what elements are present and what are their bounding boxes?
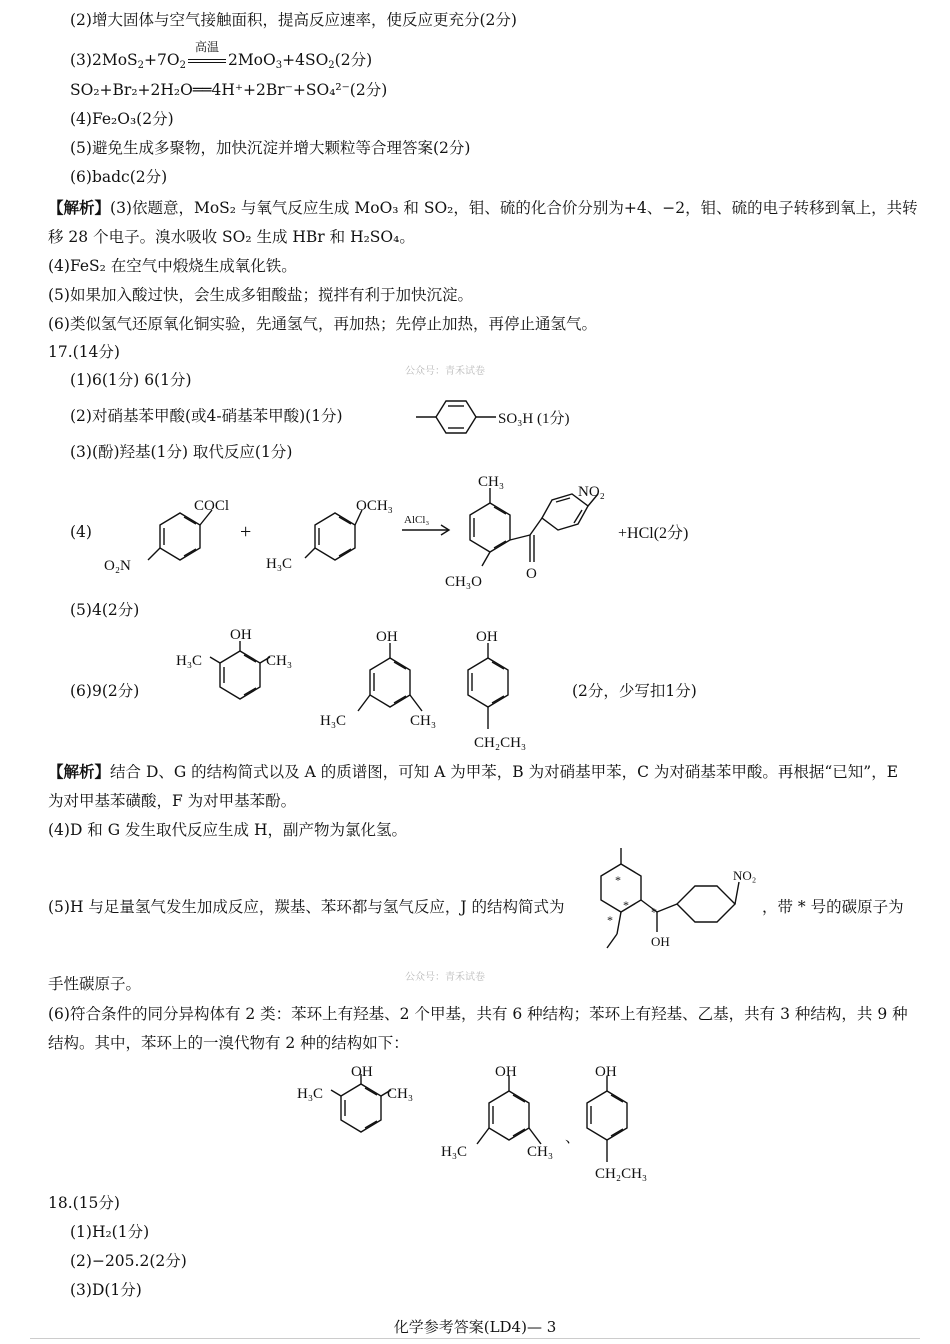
analysis-17-line-5: 手性碳原子。 bbox=[48, 975, 142, 993]
analysis-17-line-4: (5)H 与足量氢气发生加成反应，羰基、苯环都与氢气反应，J 的结构简式为 bbox=[48, 898, 565, 916]
analysis-16-line-4: (5)如果加入酸过快，会生成多钼酸盐；搅拌有利于加快沉淀。 bbox=[48, 286, 473, 304]
answer-17-6-structures bbox=[170, 625, 560, 755]
analysis-16-line-1: 【解析】(3)依题意，MoS₂ 与氧气反应生成 MoO₃ 和 SO₂，钼、硫的化合价分别为+4、−2，钼、硫的电子转移到氧上，共转 bbox=[48, 198, 918, 217]
svg-text:*: * bbox=[615, 873, 621, 887]
analysis-17-line-7: 结构。其中，苯环上的一溴代物有 2 种的结构如下： bbox=[48, 1034, 409, 1052]
answer-17-4-label: (4) bbox=[70, 523, 92, 541]
analysis-16-line-2: 移 28 个电子。溴水吸收 SO₂ 生成 HBr 和 H₂SO₄。 bbox=[48, 228, 415, 246]
svg-text:CH₃: CH₃ bbox=[410, 713, 437, 729]
compound-j-structure bbox=[585, 842, 775, 972]
svg-text:CH₃: CH₃ bbox=[387, 1086, 414, 1102]
svg-text:*: * bbox=[607, 913, 613, 927]
analysis-17-line-2: 为对甲基苯磺酸，F 为对甲基苯酚。 bbox=[48, 792, 297, 810]
svg-text:NO₂: NO₂ bbox=[733, 868, 757, 883]
equals-arrow bbox=[188, 59, 226, 63]
svg-text:CH₃: CH₃ bbox=[266, 653, 293, 669]
answer-17-1: (1)6(1分) 6(1分) bbox=[70, 371, 192, 389]
answer-17-5: (5)4(2分) bbox=[70, 601, 140, 619]
answer-18-1: (1)H₂(1分) bbox=[70, 1223, 150, 1241]
analysis-17-line-6: (6)符合条件的同分异构体有 2 类：苯环上有羟基、2 个甲基，共有 6 种结构；苯环上有羟基、乙基，共有 3 种结构，共 9 种 bbox=[48, 1005, 908, 1023]
analysis-17-line-4-tail: ，带 * 号的碳原子为 bbox=[762, 898, 904, 916]
svg-text:+: + bbox=[240, 521, 252, 543]
answer-16-3-equation-1: $(3)2MoS_2+7O_2$ 高温 $2MoO_3+4SO_2(2$分) bbox=[70, 50, 372, 76]
svg-text:OH: OH bbox=[651, 934, 670, 949]
answer-18-3: (3)D(1分) bbox=[70, 1281, 142, 1299]
svg-text:H₃C: H₃C bbox=[320, 713, 347, 729]
svg-text:CH₃: CH₃ bbox=[527, 1144, 554, 1160]
svg-text:OH: OH bbox=[376, 629, 398, 645]
svg-text:AlCl₃: AlCl₃ bbox=[404, 514, 430, 526]
svg-text:CH₂CH₃: CH₂CH₃ bbox=[474, 735, 527, 751]
analysis-17-structures bbox=[295, 1058, 675, 1188]
svg-text:、: 、 bbox=[565, 1130, 581, 1146]
analysis-16-line-3: (4)FeS₂ 在空气中煅烧生成氧化铁。 bbox=[48, 257, 297, 275]
answer-16-4: (4)Fe₂O₃(2分) bbox=[70, 110, 174, 128]
svg-text:H₃C: H₃C bbox=[266, 556, 293, 572]
svg-text:CH₂CH₃: CH₂CH₃ bbox=[595, 1166, 648, 1182]
question-17-header: 17.(14分) bbox=[48, 343, 120, 361]
svg-text:CH₃O: CH₃O bbox=[445, 574, 482, 590]
answer-18-2: (2)−205.2(2分) bbox=[70, 1252, 187, 1270]
watermark: 公众号：青禾试卷 bbox=[405, 366, 485, 377]
svg-text:OH: OH bbox=[230, 627, 252, 643]
analysis-17-line-3: (4)D 和 G 发生取代反应生成 H，副产物为氯化氢。 bbox=[48, 821, 407, 839]
svg-text:OCH₃: OCH₃ bbox=[356, 498, 393, 514]
answer-16-3-equation-2: SO₂+Br₂+2H₂O══4H⁺+2Br⁻+SO₄²⁻(2分) bbox=[70, 81, 388, 99]
question-18-header: 18.(15分) bbox=[48, 1194, 120, 1212]
answer-16-2: (2)增大固体与空气接触面积，提高反应速率，使反应更充分(2分) bbox=[70, 11, 517, 29]
svg-text:OH: OH bbox=[476, 629, 498, 645]
footer-divider bbox=[30, 1338, 920, 1339]
svg-text:CH₃: CH₃ bbox=[478, 474, 505, 490]
svg-text:*: * bbox=[651, 905, 657, 919]
svg-text:+HCl(2分): +HCl(2分) bbox=[618, 525, 689, 542]
answer-16-6: (6)badc(2分) bbox=[70, 168, 168, 186]
svg-text:COCl: COCl bbox=[194, 498, 230, 514]
svg-text:SO₃H (1分): SO₃H (1分) bbox=[498, 411, 570, 427]
svg-text:*: * bbox=[623, 898, 629, 912]
svg-text:OH: OH bbox=[351, 1064, 373, 1080]
answer-17-3: (3)(酚)羟基(1分) 取代反应(1分) bbox=[70, 443, 293, 461]
svg-text:OH: OH bbox=[595, 1064, 617, 1080]
answer-16-5: (5)避免生成多聚物，加快沉淀并增大颗粒等合理答案(2分) bbox=[70, 139, 471, 157]
svg-text:H₃C: H₃C bbox=[297, 1086, 324, 1102]
reaction-17-4-scheme bbox=[100, 470, 720, 595]
svg-text:O₂N: O₂N bbox=[104, 558, 131, 574]
svg-text:NO₂: NO₂ bbox=[578, 484, 605, 500]
svg-text:H₃C: H₃C bbox=[441, 1144, 468, 1160]
answer-17-2: (2)对硝基苯甲酸(或4-硝基苯甲酸)(1分) bbox=[70, 407, 343, 425]
svg-text:H₃C: H₃C bbox=[176, 653, 203, 669]
page-footer: 化学参考答案(LD4)— 3 bbox=[393, 1318, 557, 1336]
svg-text:O: O bbox=[526, 566, 537, 582]
analysis-16-line-5: (6)类似氢气还原氧化铜实验，先通氢气，再加热；先停止加热，再停止通氢气。 bbox=[48, 315, 597, 333]
watermark: 公众号：青禾试卷 bbox=[405, 972, 485, 983]
answer-17-6-note: (2分，少写扣1分) bbox=[572, 682, 697, 700]
answer-17-6-label: (6)9(2分) bbox=[70, 682, 140, 700]
svg-text:OH: OH bbox=[495, 1064, 517, 1080]
toluenesulfonic-acid-structure bbox=[408, 396, 608, 438]
analysis-17-line-1: 【解析】结合 D、G 的结构简式以及 A 的质谱图，可知 A 为甲苯，B 为对硝基甲苯，C 为对硝基苯甲酸。再根据“已知”，E bbox=[48, 762, 899, 781]
reaction-condition: 高温 bbox=[194, 40, 219, 54]
